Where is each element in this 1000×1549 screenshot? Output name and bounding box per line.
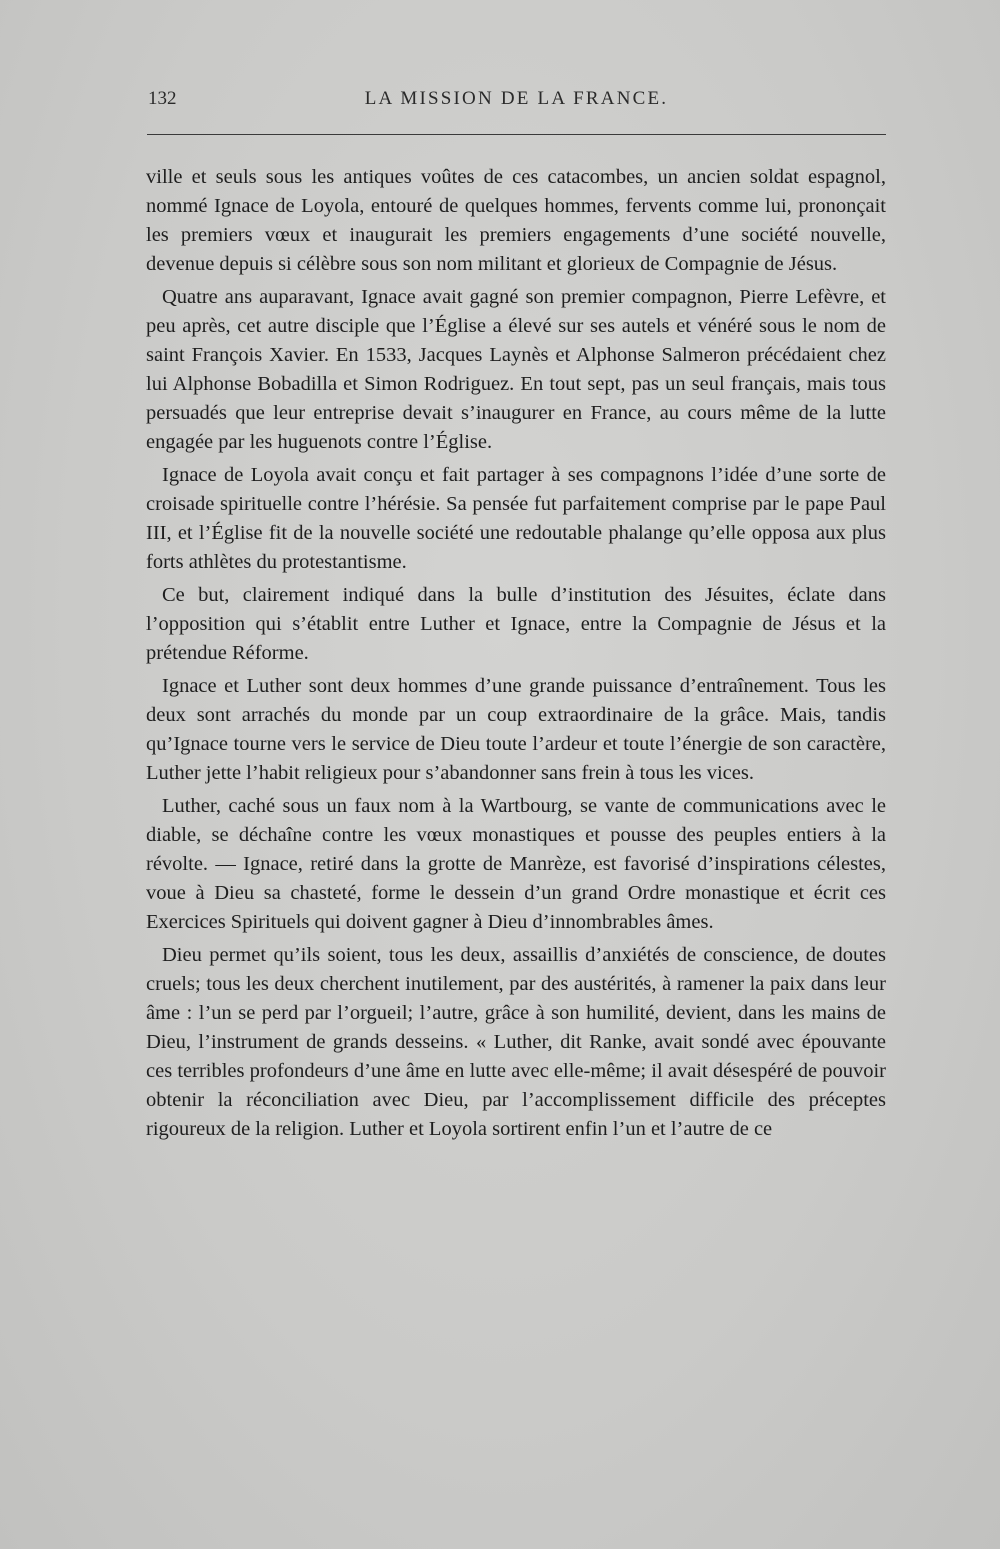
paragraph: Dieu permet qu’ils soient, tous les deux, assaillis d’anxiétés de conscience, de doutes cruels; tous les deux cherchent inutilement, par des austérités, à ramener la paix dans leur âme : l’un se perd par l’orgueil; l’autre, grâce à son humilité, devient, dans les mains de Dieu, l’instrument de grands desseins. « Luther, dit Ranke, avait sondé avec épouvante ces terribles profondeurs d’une âme en lutte avec elle-même; il avait désespéré de pouvoir obtenir la réconciliation avec Dieu, par l’accomplissement difficile des préceptes rigoureux de la religion. Luther et Loyola sortirent enfin l’un et l’autre de ce: [146, 944, 886, 1140]
running-title: LA MISSION DE LA FRANCE.: [364, 88, 669, 109]
paragraph: Ignace de Loyola avait conçu et fait partager à ses compagnons l’idée d’une sorte de croisade spirituelle contre l’hérésie. Sa pensée fut parfaitement comprise par le pape Paul III, et l’Église fit de la nouvelle société une redoutable phalange qu’elle opposa aux plus forts athlètes du protestantisme.: [146, 464, 886, 573]
body-text: [146, 163, 886, 1148]
paragraph: Ce but, clairement indiqué dans la bulle d’institution des Jésuites, éclate dans l’opposition qui s’établit entre Luther et Ignace, entre la Compagnie de Jésus et la prétendue Réforme.: [146, 584, 886, 664]
paragraph-continuation: ville et seuls sous les antiques voûtes de ces catacombes, un ancien soldat espagnol, nommé Ignace de Loyola, entouré de quelques hommes, fervents comme lui, prononçait les premiers vœux et inaugurait les premiers engagements d’une société nouvelle, devenue depuis si célèbre sous son nom militant et glorieux de Compagnie de Jésus.: [146, 166, 886, 275]
page-number: 132: [148, 88, 177, 109]
running-head: [148, 88, 885, 114]
paragraph: Ignace et Luther sont deux hommes d’une grande puissance d’entraînement. Tous les deux sont arrachés du monde par un coup extraordinaire de la grâce. Mais, tandis qu’Ignace tourne vers le service de Dieu toute l’ardeur et toute l’énergie de son caractère, Luther jette l’habit religieux pour s’abandonner sans frein à tous les vices.: [146, 675, 886, 784]
header-rule: [147, 134, 886, 135]
paragraph: Luther, caché sous un faux nom à la Wartbourg, se vante de communications avec le diable, se déchaîne contre les vœux monastiques et pousse des peuples entiers à la révolte. — Ignace, retiré dans la grotte de Manrèze, est favorisé d’inspirations célestes, voue à Dieu sa chasteté, forme le dessein d’un grand Ordre monastique et écrit ces Exercices Spirituels qui doivent gagner à Dieu d’innombrables âmes.: [146, 795, 886, 933]
paragraph: Quatre ans auparavant, Ignace avait gagné son premier compagnon, Pierre Lefèvre, et peu après, cet autre disciple que l’Église a élevé sur ses autels et vénéré sous le nom de saint François Xavier. En 1533, Jacques Laynès et Alphonse Salmeron précédaient chez lui Alphonse Bobadilla et Simon Rodriguez. En tout sept, pas un seul français, mais tous persuadés que leur entreprise devait s’inaugurer en France, au cours même de la lutte engagée par les huguenots contre l’Église.: [146, 286, 886, 453]
